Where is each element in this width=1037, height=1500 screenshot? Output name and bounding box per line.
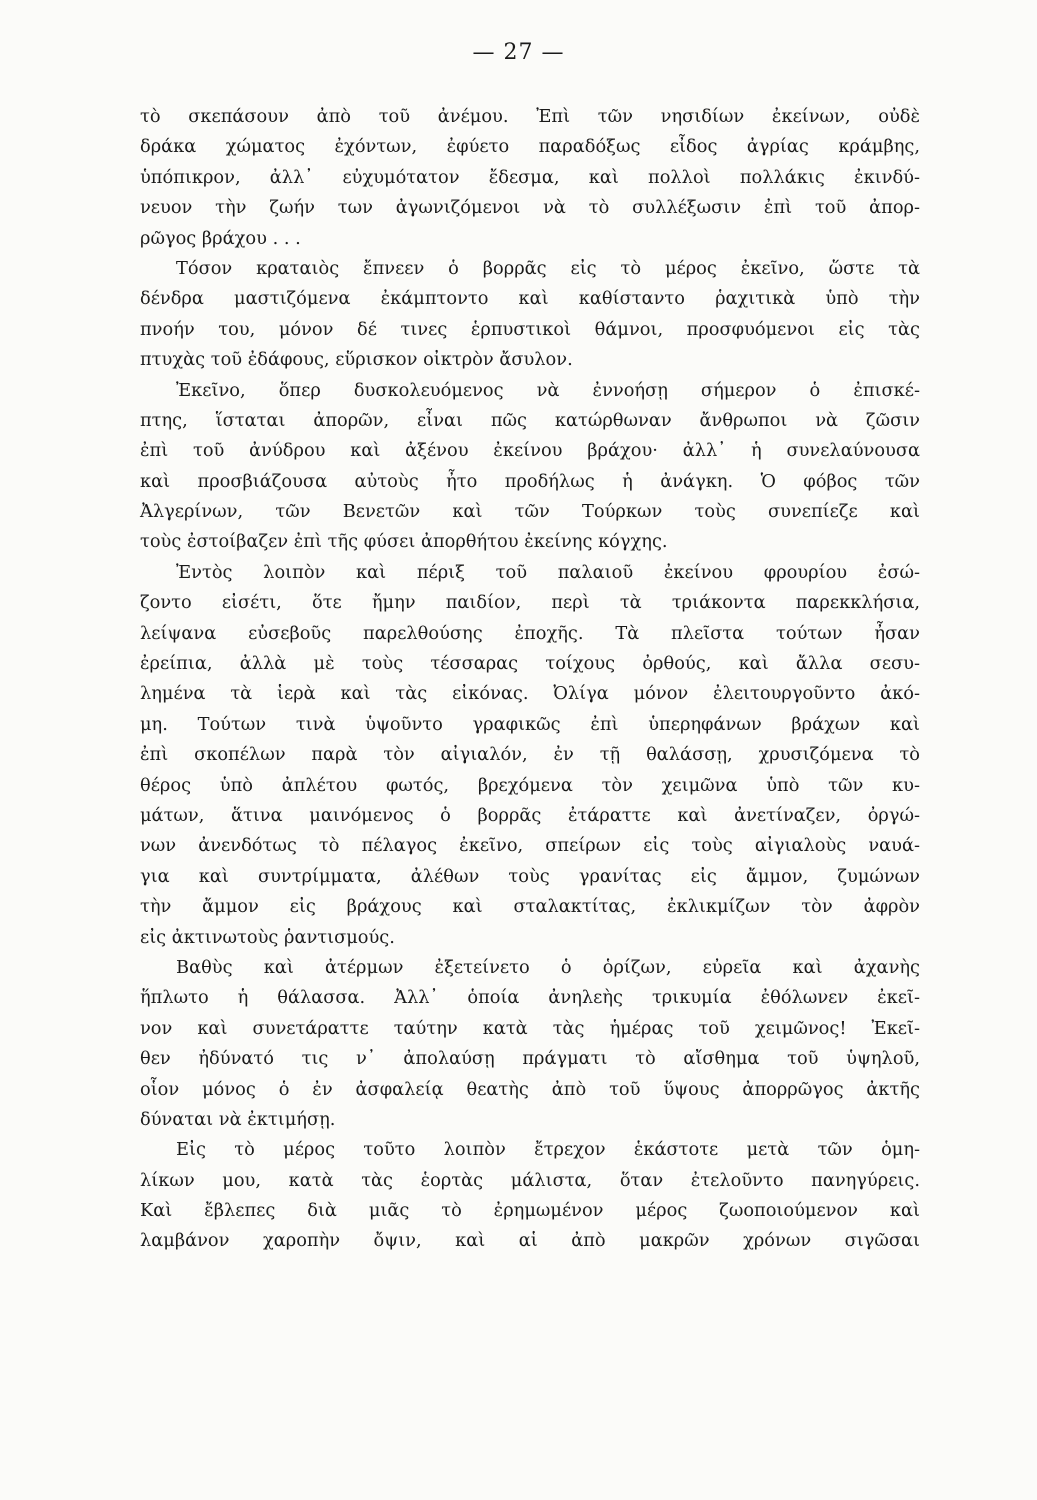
text-line: δύναται νὰ ἐκτιμήσῃ. <box>140 1108 336 1130</box>
text-line: νων ἀνενδότως τὸ πέλαγος ἐκεῖνο, σπείρων εἰς τοὺς αἰγιαλοὺς ναυά- <box>140 835 920 857</box>
text-line: μη. Τούτων τινὰ ὑψοῦντο γραφικῶς ἐπὶ ὑπερηφάνων βράχων καὶ <box>140 713 920 735</box>
text-line: καὶ προσβιάζουσα αὐτοὺς ἦτο προδήλως ἡ ἀνάγκη. Ὁ φόβος τῶν <box>140 470 920 492</box>
text-line: λαμβάνον χαροπὴν ὄψιν, καὶ αἱ ἀπὸ μακρῶν χρόνων σιγῶσαι <box>140 1230 920 1252</box>
text-line: θέρος ὑπὸ ἀπλέτου φωτός, βρεχόμενα τὸν χειμῶνα ὑπὸ τῶν κυ- <box>140 774 920 796</box>
text-line: τὸ σκεπάσουν ἀπὸ τοῦ ἀνέμου. Ἐπὶ τῶν νησιδίων ἐκείνων, οὐδὲ <box>140 106 920 127</box>
text-line: ρῶγος βράχου . . . <box>140 227 301 249</box>
text-line: δράκα χώματος ἐχόντων, ἐφύετο παραδόξως εἶδος ἀγρίας κράμβης, <box>140 136 920 158</box>
page-number: — 27 — <box>472 40 565 65</box>
text-line: πνοήν του, μόνον δέ τινες ἑρπυστικοὶ θάμνοι, προσφυόμενοι εἰς τὰς <box>140 318 920 340</box>
text-line: λείψανα εὐσεβοῦς παρελθούσης ἐποχῆς. Τὰ πλεῖστα τούτων ἦσαν <box>140 622 920 644</box>
text-line: τοὺς ἐστοίβαζεν ἐπὶ τῆς φύσει ἀπορθήτου ἐκείνης κόγχης. <box>140 531 668 553</box>
text-line: ἐρείπια, ἀλλὰ μὲ τοὺς τέσσαρας τοίχους ὀρθούς, καὶ ἄλλα σεσυ- <box>140 653 920 675</box>
text-line: εἰς ἀκτινωτοὺς ῥαντισμούς. <box>140 926 395 948</box>
text-line: λημένα τὰ ἱερὰ καὶ τὰς εἰκόνας. Ὀλίγα μόνον ἐλειτουργοῦντο ἀκό- <box>140 683 920 705</box>
text-line: λίκων μου, κατὰ τὰς ἑορτὰς μάλιστα, ὅταν ἐτελοῦντο πανηγύρεις. <box>140 1169 920 1191</box>
text-line: Τόσον κραταιὸς ἔπνεεν ὁ βορρᾶς εἰς τὸ μέρος ἐκεῖνο, ὥστε τὰ <box>176 257 920 279</box>
text-line: δένδρα μαστιζόμενα ἐκάμπτοντο καὶ καθίσταντο ῥαχιτικὰ ὑπὸ τὴν <box>140 288 920 310</box>
text-line: ἥπλωτο ἡ θάλασσα. Ἀλλ᾽ ὁποία ἀνηλεὴς τρικυμία ἐθόλωνεν ἐκεῖ- <box>140 987 920 1009</box>
text-line: πτυχὰς τοῦ ἐδάφους, εὕρισκον οἰκτρὸν ἄσυλον. <box>140 349 573 371</box>
text-line: τὴν ἄμμον εἰς βράχους καὶ σταλακτίτας, ἐκλικμίζων τὸν ἀφρὸν <box>140 896 920 918</box>
text-line: Ἐντὸς λοιπὸν καὶ πέριξ τοῦ παλαιοῦ ἐκείνου φρουρίου ἐσώ- <box>176 561 920 583</box>
text-line: θεν ἠδύνατό τις ν᾽ ἀπολαύσῃ πράγματι τὸ αἴσθημα τοῦ ὑψηλοῦ, <box>140 1048 920 1070</box>
text-line: οἷον μόνος ὁ ἐν ἀσφαλείᾳ θεατὴς ἀπὸ τοῦ ὕψους ἀπορρῶγος ἀκτῆς <box>140 1078 920 1100</box>
text-line: Ἐκεῖνο, ὅπερ δυσκολευόμενος νὰ ἐννοήσῃ σήμερον ὁ ἐπισκέ- <box>176 379 920 401</box>
text-line: ἐπὶ τοῦ ἀνύδρου καὶ ἀξένου ἐκείνου βράχου· ἀλλ᾽ ἡ συνελαύνουσα <box>140 440 920 462</box>
text-line: μάτων, ἅτινα μαινόμενος ὁ βορρᾶς ἐτάραττε καὶ ἀνετίναζεν, ὀργώ- <box>140 804 920 826</box>
text-line: ὑπόπικρον, ἀλλ᾽ εὐχυμότατον ἔδεσμα, καὶ πολλοὶ πολλάκις ἐκινδύ- <box>140 166 920 188</box>
text-line: Εἰς τὸ μέρος τοῦτο λοιπὸν ἔτρεχον ἑκάστοτε μετὰ τῶν ὁμη- <box>176 1139 920 1161</box>
text-line: για καὶ συντρίμματα, ἀλέθων τοὺς γρανίτας εἰς ἄμμον, ζυμώνων <box>140 865 920 887</box>
text-line: Ἀλγερίνων, τῶν Βενετῶν καὶ τῶν Τούρκων τοὺς συνεπίεζε καὶ <box>140 501 920 523</box>
text-line: Βαθὺς καὶ ἀτέρμων ἐξετείνετο ὁ ὁρίζων, εὐρεῖα καὶ ἀχανὴς <box>176 956 920 978</box>
text-line: ἐπὶ σκοπέλων παρὰ τὸν αἰγιαλόν, ἐν τῇ θαλάσσῃ, χρυσιζόμενα τὸ <box>140 744 920 766</box>
text-line: πτης, ἵσταται ἀπορῶν, εἶναι πῶς κατώρθωναν ἄνθρωποι νὰ ζῶσιν <box>140 409 920 431</box>
text-line: Καὶ ἔβλεπες διὰ μιᾶς τὸ ἐρημωμένον μέρος ζωοποιούμενον καὶ <box>140 1200 920 1222</box>
text-line: ζοντο εἰσέτι, ὅτε ἤμην παιδίον, περὶ τὰ τριάκοντα παρεκκλήσια, <box>140 592 920 614</box>
text-line: νευον τὴν ζωήν των ἀγωνιζόμενοι νὰ τὸ συλλέξωσιν ἐπὶ τοῦ ἀπορ- <box>140 197 920 219</box>
page-body-text <box>140 102 920 1257</box>
text-line: νον καὶ συνετάραττε ταύτην κατὰ τὰς ἡμέρας τοῦ χειμῶνος! Ἐκεῖ- <box>140 1017 920 1039</box>
